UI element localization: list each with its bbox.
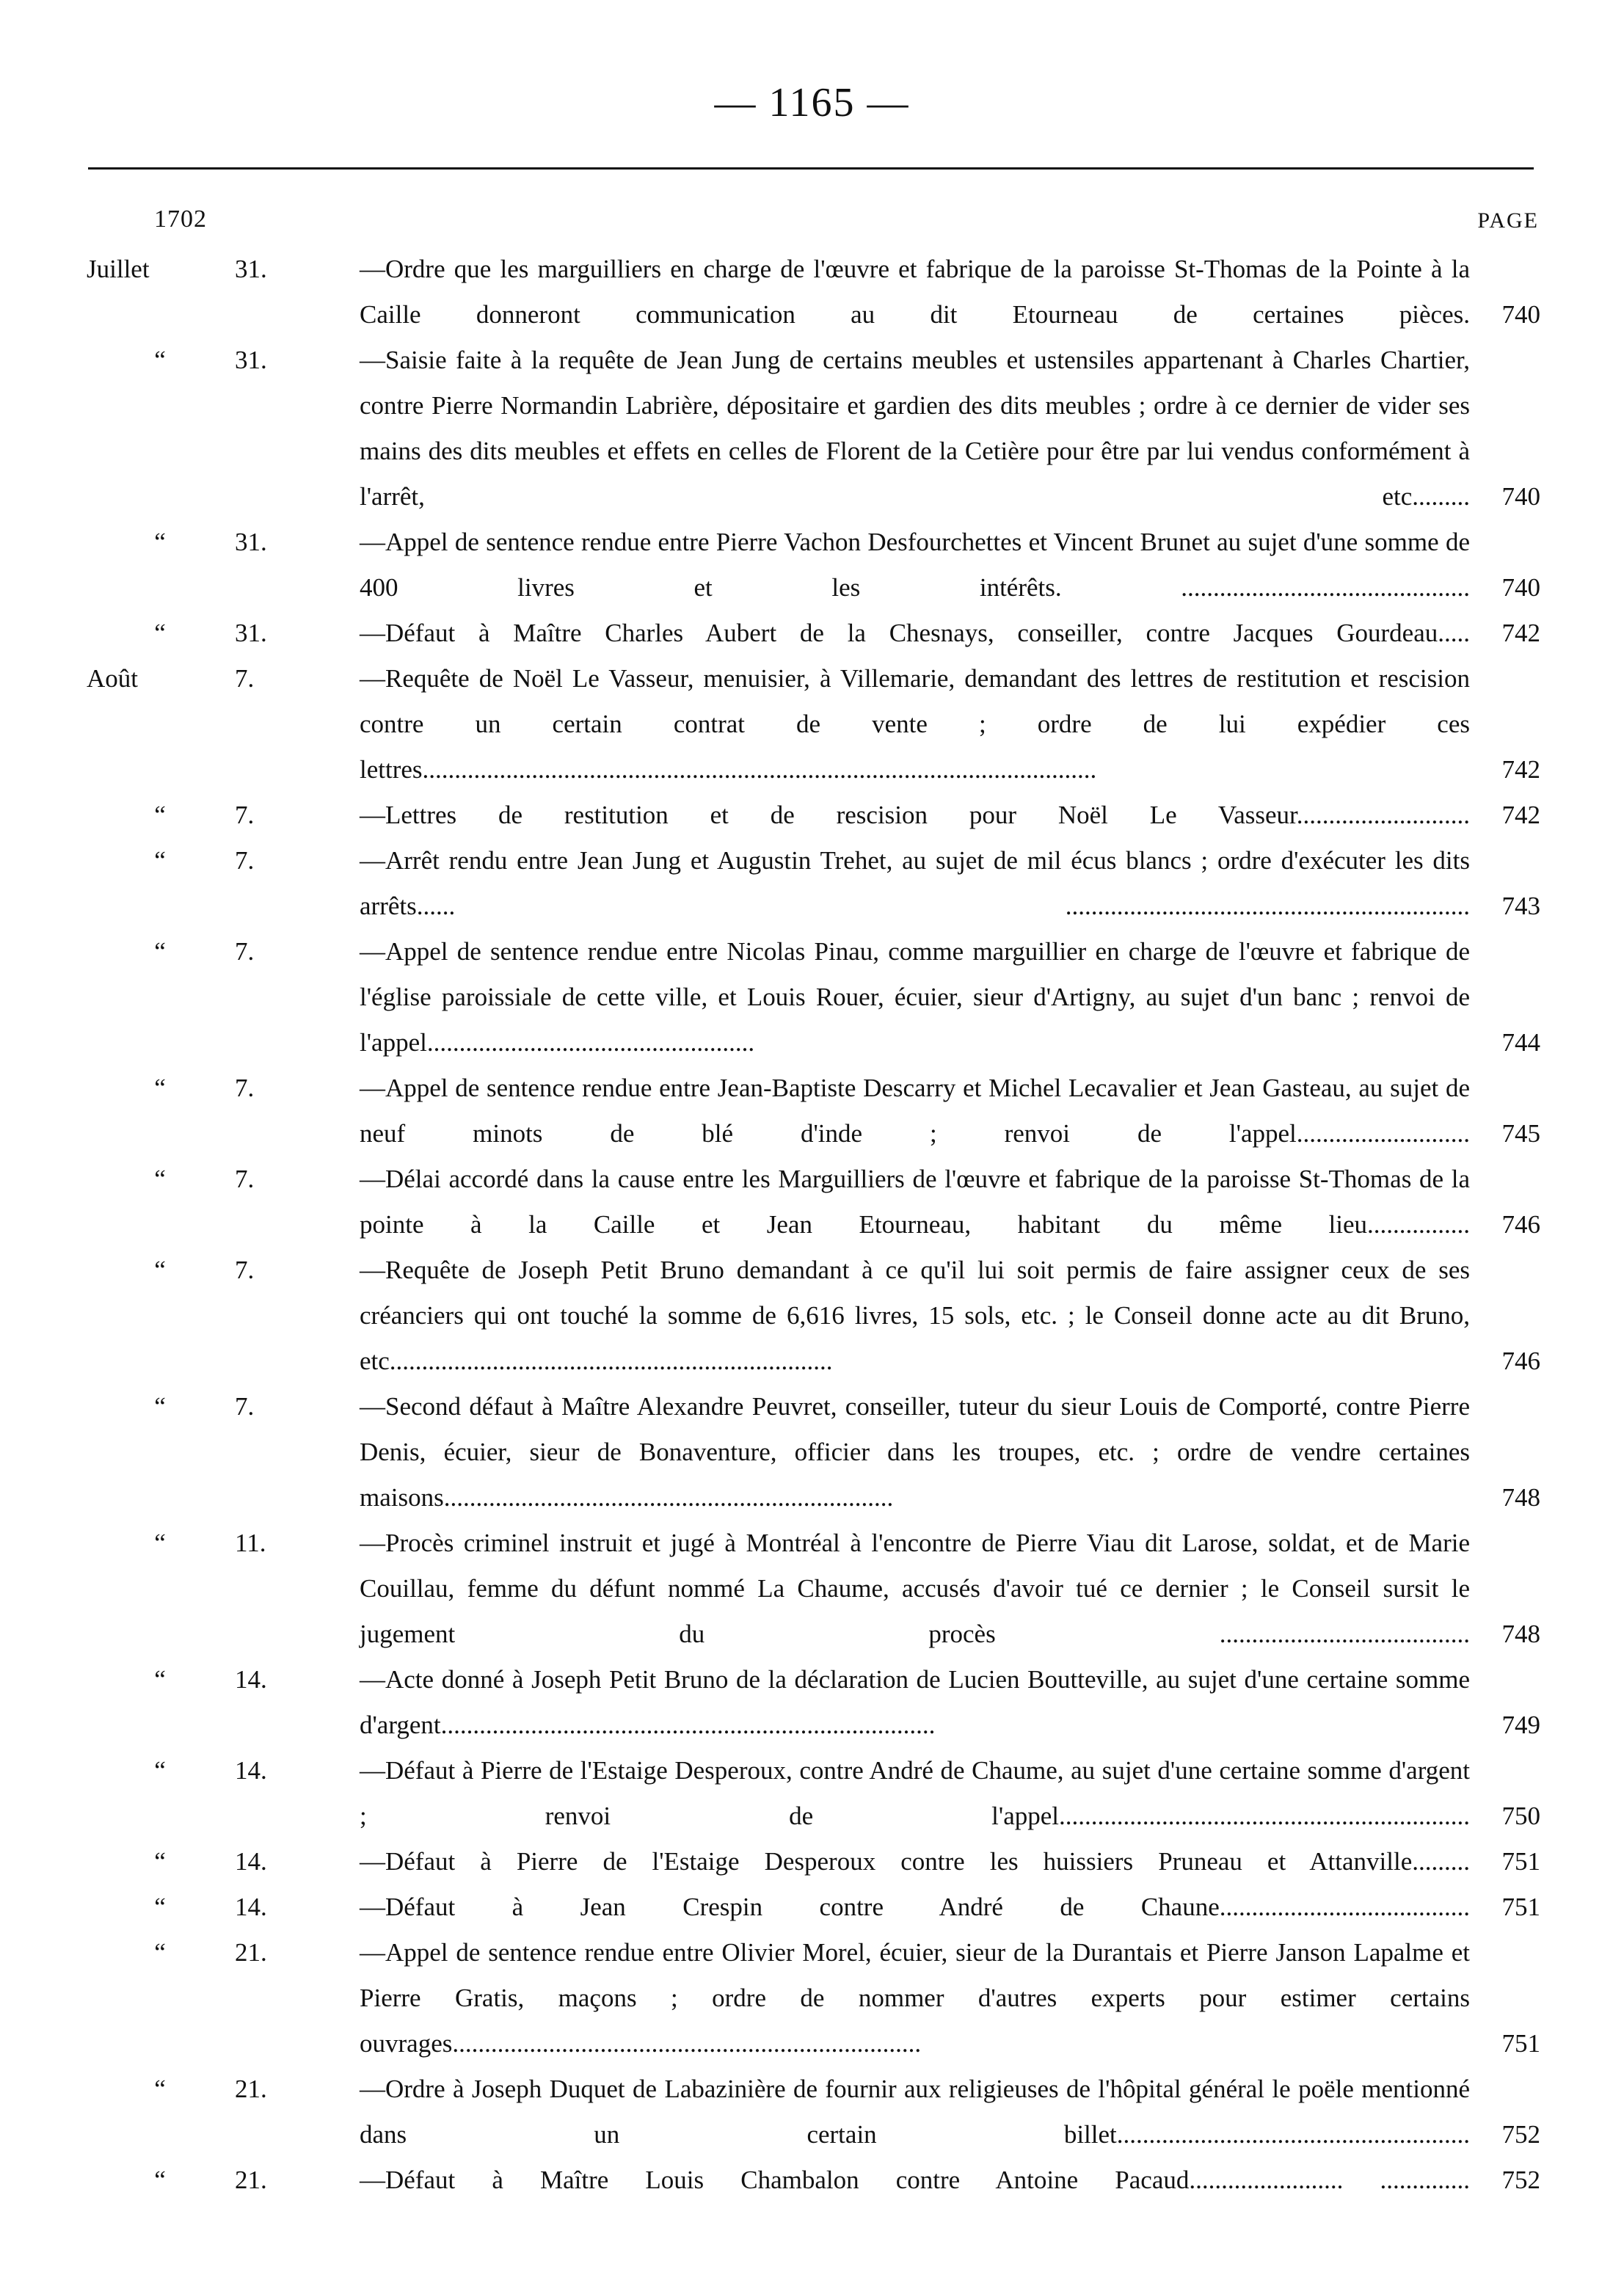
entry-text: —Ordre à Joseph Duquet de Labazinière de fournir aux religieuses de l'hôpital général le poële mentionné dans un certain billet....................................................... bbox=[360, 2075, 1470, 2149]
list-item bbox=[0, 1657, 1624, 1748]
entry-day: 21. bbox=[235, 1938, 267, 1967]
list-item bbox=[0, 656, 1624, 793]
entry-text: —Appel de sentence rendue entre Olivier Morel, écuier, sieur de la Durantais et Pierre Janson Lapalme et Pierre Gratis, maçons ; ordre de nommer d'autres experts pour estimer certains ouvrages......................................................................... bbox=[360, 1938, 1470, 2058]
entry-day: 7. bbox=[235, 937, 255, 966]
entry-text: —Ordre que les marguilliers en charge de l'œuvre et fabrique de la paroisse St-Thomas de la Pointe à la Caille donneront communication au dit Etourneau de certaines pièces. bbox=[360, 255, 1470, 329]
entry-ditto-mark: “ bbox=[154, 1756, 166, 1785]
entry-page: 744 bbox=[1501, 1028, 1540, 1057]
entry-day: 11. bbox=[235, 1529, 266, 1557]
entry-page: 742 bbox=[1501, 801, 1540, 829]
entry-text: —Requête de Noël Le Vasseur, menuisier, à Villemarie, demandant des lettres de restitution et rescision contre un certain contrat de vente ; ordre de lui expédier ces lettres......................................................................................................... bbox=[360, 664, 1470, 784]
entry-day: 14. bbox=[235, 1665, 267, 1694]
list-item bbox=[0, 1748, 1624, 1839]
entry-month: Août bbox=[87, 664, 138, 693]
entry-ditto-mark: “ bbox=[154, 528, 166, 556]
entry-page: 745 bbox=[1501, 1119, 1540, 1148]
entry-text: —Arrêt rendu entre Jean Jung et Augustin Trehet, au sujet de mil écus blancs ; ordre d'exécuter les dits arrêts...... ............................................................... bbox=[360, 846, 1470, 920]
list-item bbox=[0, 1839, 1624, 1885]
list-item bbox=[0, 520, 1624, 611]
entry-ditto-mark: “ bbox=[154, 1392, 166, 1421]
page-number: — 1165 — bbox=[714, 80, 910, 125]
entry-ditto-mark: “ bbox=[154, 801, 166, 829]
entry-page: 750 bbox=[1501, 1802, 1540, 1830]
entry-page: 751 bbox=[1501, 2029, 1540, 2058]
list-item bbox=[0, 611, 1624, 656]
entry-ditto-mark: “ bbox=[154, 846, 166, 875]
entry-text: —Appel de sentence rendue entre Jean-Baptiste Descarry et Michel Lecavalier et Jean Gasteau, au sujet de neuf minots de blé d'inde ; renvoi de l'appel........................... bbox=[360, 1074, 1470, 1148]
entry-text: —Défaut à Maître Louis Chambalon contre Antoine Pacaud........................ .............. bbox=[360, 2166, 1470, 2194]
entry-list bbox=[0, 247, 1624, 2203]
list-item bbox=[0, 1521, 1624, 1657]
entry-text: —Lettres de restitution et de rescision pour Noël Le Vasseur........................... bbox=[360, 801, 1470, 829]
entry-day: 7. bbox=[235, 1074, 255, 1102]
list-item bbox=[0, 247, 1624, 338]
entry-page: 743 bbox=[1501, 892, 1540, 920]
entry-ditto-mark: “ bbox=[154, 1893, 166, 1921]
entry-day: 7. bbox=[235, 1392, 255, 1421]
list-item bbox=[0, 338, 1624, 520]
entry-day: 31. bbox=[235, 619, 267, 647]
entry-text: —Délai accordé dans la cause entre les Marguilliers de l'œuvre et fabrique de la paroisse St-Thomas de la pointe à la Caille et Jean Etourneau, habitant du même lieu................ bbox=[360, 1165, 1470, 1239]
entry-page: 746 bbox=[1501, 1210, 1540, 1239]
entry-day: 14. bbox=[235, 1756, 267, 1785]
entry-page: 746 bbox=[1501, 1347, 1540, 1375]
header-rule bbox=[88, 167, 1534, 170]
entry-ditto-mark: “ bbox=[154, 1529, 166, 1557]
entry-month: Juillet bbox=[87, 255, 150, 283]
list-item bbox=[0, 2067, 1624, 2158]
entry-day: 31. bbox=[235, 255, 267, 283]
list-item bbox=[0, 793, 1624, 838]
list-item bbox=[0, 1066, 1624, 1157]
entry-ditto-mark: “ bbox=[154, 619, 166, 647]
entry-text: —Saisie faite à la requête de Jean Jung de certains meubles et ustensiles appartenant à Charles Chartier, contre Pierre Normandin Labrière, dépositaire et gardien des dits meubles ; ordre à ce dernier de vider ses mains des dits meubles et effets en celles de Florent de la Cetière pour être par lui vendus conformément à l'arrêt, etc......... bbox=[360, 346, 1470, 511]
entry-day: 31. bbox=[235, 346, 267, 374]
entry-ditto-mark: “ bbox=[154, 1165, 166, 1193]
entry-page: 748 bbox=[1501, 1483, 1540, 1512]
entry-text: —Procès criminel instruit et jugé à Montréal à l'encontre de Pierre Viau dit Larose, soldat, et de Marie Couillau, femme du défunt nommé La Chaume, accusés d'avoir tué ce dernier ; le Conseil sursit le jugement du procès ....................................... bbox=[360, 1529, 1470, 1648]
entry-page: 751 bbox=[1501, 1847, 1540, 1876]
entry-ditto-mark: “ bbox=[154, 1074, 166, 1102]
entry-text: —Appel de sentence rendue entre Nicolas Pinau, comme marguillier en charge de l'œuvre et fabrique de l'église paroissiale de cette ville, et Louis Rouer, écuier, sieur d'Artigny, au sujet d'un banc ; renvoi de l'appel................................................... bbox=[360, 937, 1470, 1057]
list-item bbox=[0, 1384, 1624, 1521]
entry-page: 740 bbox=[1501, 482, 1540, 511]
list-item bbox=[0, 838, 1624, 929]
year-label: 1702 bbox=[154, 205, 207, 233]
entry-page: 742 bbox=[1501, 755, 1540, 784]
entry-text: —Second défaut à Maître Alexandre Peuvret, conseiller, tuteur du sieur Louis de Comporté, contre Pierre Denis, écuier, sieur de Bonaventure, officier dans les troupes, etc. ; ordre de vendre certaines maisons...................................................................... bbox=[360, 1392, 1470, 1512]
entry-ditto-mark: “ bbox=[154, 1665, 166, 1694]
entry-text: —Défaut à Pierre de l'Estaige Desperoux, contre André de Chaume, au sujet d'une certaine somme d'argent ; renvoi de l'appel................................................................ bbox=[360, 1756, 1470, 1830]
entry-ditto-mark: “ bbox=[154, 346, 166, 374]
page-column-label: PAGE bbox=[1477, 208, 1539, 233]
entry-ditto-mark: “ bbox=[154, 1847, 166, 1876]
entry-page: 749 bbox=[1501, 1711, 1540, 1739]
entry-page: 752 bbox=[1501, 2120, 1540, 2149]
list-item bbox=[0, 1248, 1624, 1384]
list-item bbox=[0, 2158, 1624, 2203]
entry-ditto-mark: “ bbox=[154, 2166, 166, 2194]
list-item bbox=[0, 1930, 1624, 2067]
entry-day: 7. bbox=[235, 1165, 255, 1193]
entry-text: —Défaut à Jean Crespin contre André de Chaune....................................... bbox=[360, 1893, 1470, 1921]
list-item bbox=[0, 1885, 1624, 1930]
entry-text: —Requête de Joseph Petit Bruno demandant à ce qu'il lui soit permis de faire assigner ceux de ses créanciers qui ont touché la somme de 6,616 livres, 15 sols, etc. ; le Conseil donne acte au dit Bruno, etc..................................................................... bbox=[360, 1256, 1470, 1375]
entry-text: —Défaut à Maître Charles Aubert de la Chesnays, conseiller, contre Jacques Gourdeau..... bbox=[360, 619, 1470, 647]
entry-day: 31. bbox=[235, 528, 267, 556]
entry-page: 748 bbox=[1501, 1620, 1540, 1648]
entry-day: 7. bbox=[235, 664, 255, 693]
entry-text: —Appel de sentence rendue entre Pierre Vachon Desfourchettes et Vincent Brunet au sujet d'une somme de 400 livres et les intérêts. ............................................. bbox=[360, 528, 1470, 602]
entry-day: 7. bbox=[235, 801, 255, 829]
list-item bbox=[0, 1157, 1624, 1248]
entry-day: 7. bbox=[235, 846, 255, 875]
entry-page: 751 bbox=[1501, 1893, 1540, 1921]
entry-ditto-mark: “ bbox=[154, 1256, 166, 1284]
entry-page: 740 bbox=[1501, 573, 1540, 602]
entry-text: —Défaut à Pierre de l'Estaige Desperoux contre les huissiers Pruneau et Attanville......... bbox=[360, 1847, 1470, 1876]
entry-ditto-mark: “ bbox=[154, 1938, 166, 1967]
entry-page: 752 bbox=[1501, 2166, 1540, 2194]
entry-ditto-mark: “ bbox=[154, 937, 166, 966]
list-item bbox=[0, 929, 1624, 1066]
entry-day: 21. bbox=[235, 2166, 267, 2194]
entry-day: 14. bbox=[235, 1893, 267, 1921]
entry-day: 14. bbox=[235, 1847, 267, 1876]
entry-day: 21. bbox=[235, 2075, 267, 2103]
entry-text: —Acte donné à Joseph Petit Bruno de la déclaration de Lucien Boutteville, au sujet d'une certaine somme d'argent............................................................................. bbox=[360, 1665, 1470, 1739]
entry-page: 740 bbox=[1501, 300, 1540, 329]
entry-day: 7. bbox=[235, 1256, 255, 1284]
entry-page: 742 bbox=[1501, 619, 1540, 647]
entry-ditto-mark: “ bbox=[154, 2075, 166, 2103]
